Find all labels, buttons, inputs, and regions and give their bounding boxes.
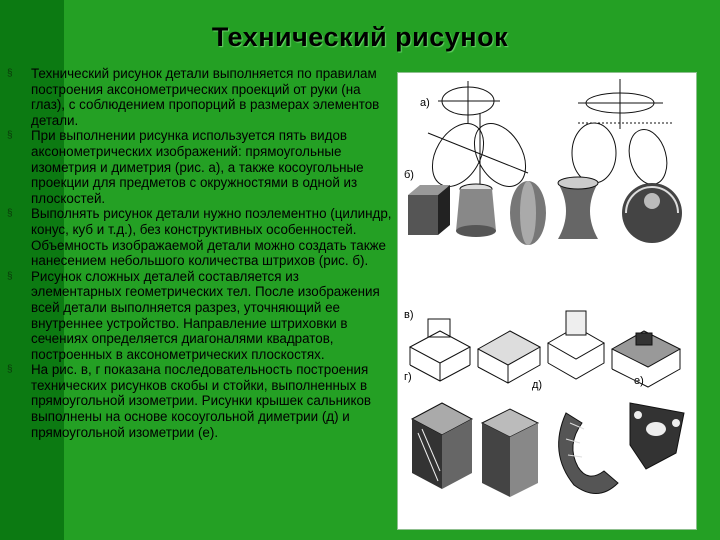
bullet-marker-icon: § bbox=[7, 364, 13, 376]
complex-parts-row bbox=[412, 403, 684, 497]
bullet-item bbox=[6, 269, 392, 363]
slide-title: Технический рисунок bbox=[211, 22, 509, 52]
shaded-solids-row bbox=[408, 177, 682, 245]
figure-label-a: а) bbox=[420, 97, 430, 109]
bullet-text: Рисунок сложных деталей составляется из элементарных геометрических тел. После изображения всей детали выполняется разрез, уточняющий ее внутреннее устройство. Направление штриховки в сечениях определяется диагоналями квадратов, построенных в аксонометрических плоскостях. bbox=[31, 268, 380, 362]
figure-label-b: б) bbox=[404, 169, 414, 181]
bullet-marker-icon: § bbox=[7, 130, 13, 142]
figure-label-d: д) bbox=[532, 379, 543, 391]
ellipse-construction-b bbox=[572, 79, 673, 189]
drawings-illustration bbox=[398, 73, 696, 529]
figure-label-g: г) bbox=[404, 371, 412, 383]
bullet-item bbox=[6, 362, 392, 440]
bullet-marker-icon: § bbox=[7, 68, 13, 79]
bullet-marker-icon: § bbox=[7, 270, 13, 282]
bullet-list bbox=[6, 66, 392, 440]
bullet-text: При выполнении рисунка используется пять видов аксонометрических изображений: прямоугольные изометрия и диметрия (рис. а), а также косоугольные проекции для предметов с окружностями в одной из плоскостей. bbox=[31, 128, 364, 206]
bullet-item bbox=[6, 128, 392, 206]
technical-drawings-figure bbox=[397, 72, 697, 530]
bullet-item bbox=[6, 66, 392, 128]
bullet-text: Технический рисунок детали выполняется по правилам построения аксонометрических проекций от руки (на глаз), с соблюдением пропорций в размерах элементов детали. bbox=[31, 66, 380, 128]
bullet-text: На рис. в, г показана последовательность построения технических рисунков скобы и стойки, выполненных в прямоугольной изометрии. Рисунки крышек сальников выполнены на основе косоугольной диметрии (д) и прямоугольной изометрии (е). bbox=[31, 362, 372, 440]
isometric-drawings-row bbox=[410, 311, 680, 387]
bullet-marker-icon: § bbox=[7, 208, 13, 220]
ellipse-construction-a bbox=[422, 81, 536, 195]
figure-label-v: в) bbox=[404, 309, 414, 321]
bullet-item bbox=[6, 206, 392, 268]
bullet-text: Выполнять рисунок детали нужно поэлементно (цилиндр, конус, куб и т.д.), без конструктивных особенностей. Объемность изображаемой детали можно создать также нанесением небольшого количества штрихов (рис. б). bbox=[31, 206, 392, 269]
figure-label-e: е) bbox=[634, 375, 644, 387]
